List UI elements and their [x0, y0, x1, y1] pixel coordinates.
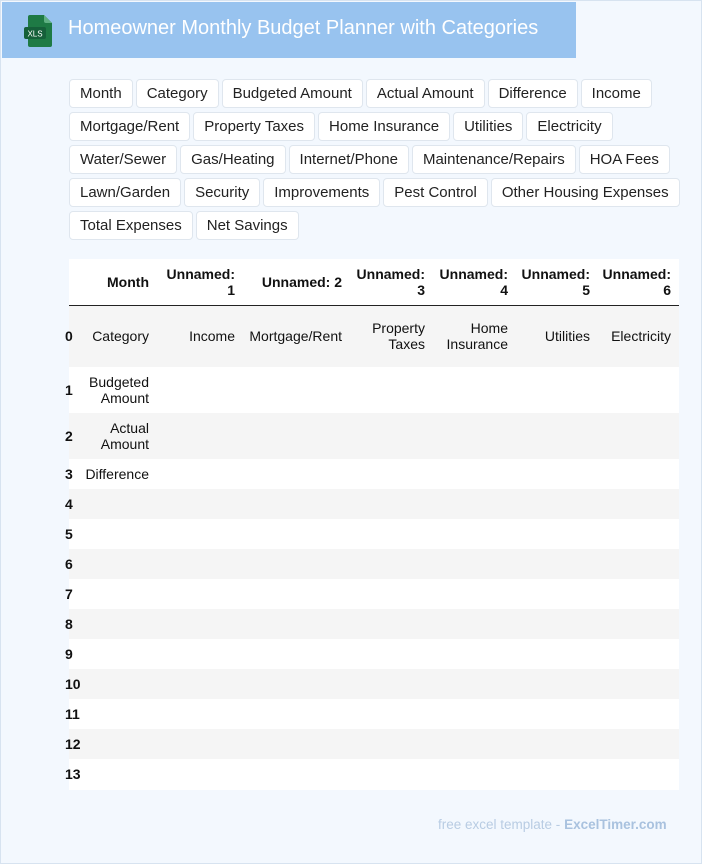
table-cell: [598, 639, 679, 669]
table-cell: [598, 609, 679, 639]
table-cell: [157, 579, 243, 609]
table-cell: [157, 729, 243, 759]
table-cell: [243, 367, 350, 413]
table-cell: [516, 489, 598, 519]
row-index-label: 11: [65, 706, 80, 722]
footer-prefix: free excel template -: [438, 817, 565, 832]
category-chip[interactable]: Budgeted Amount: [222, 79, 363, 108]
table-cell: [516, 729, 598, 759]
table-cell: [516, 579, 598, 609]
row-index-label: 13: [65, 766, 81, 782]
table-cell: [350, 413, 433, 459]
table-cell: [157, 669, 243, 699]
column-header: Unnamed: 6: [598, 259, 679, 305]
row-index-label: 9: [65, 646, 73, 662]
budget-table: [65, 259, 679, 789]
table-cell: Property Taxes: [350, 305, 433, 367]
table-cell: [157, 609, 243, 639]
table-row: [69, 489, 679, 519]
category-chip[interactable]: Pest Control: [383, 178, 488, 207]
table-cell: [433, 759, 516, 789]
table-cell: [598, 759, 679, 789]
table-cell: [243, 609, 350, 639]
table-cell: [433, 413, 516, 459]
table-cell: [75, 699, 157, 729]
category-chip[interactable]: Income: [581, 79, 652, 108]
table-row: [69, 413, 679, 459]
table-cell: [75, 489, 157, 519]
table-cell: [75, 759, 157, 789]
table-cell: [516, 669, 598, 699]
table-row: [69, 669, 679, 699]
table-cell: [350, 729, 433, 759]
table-cell: [157, 639, 243, 669]
table-cell: [433, 639, 516, 669]
category-chip[interactable]: Other Housing Expenses: [491, 178, 680, 207]
table-cell: [243, 639, 350, 669]
table-cell: [243, 459, 350, 489]
table-cell: [433, 489, 516, 519]
column-header: Unnamed: 4: [433, 259, 516, 305]
table-cell: [433, 459, 516, 489]
table-cell: [157, 459, 243, 489]
table-cell: Category: [75, 305, 157, 367]
table-cell: [157, 367, 243, 413]
column-header: Unnamed: 1: [157, 259, 243, 305]
table-cell: [75, 609, 157, 639]
table-cell: [433, 669, 516, 699]
column-header: Month: [75, 259, 157, 305]
table-cell: [350, 367, 433, 413]
category-chip[interactable]: Internet/Phone: [289, 145, 409, 174]
table-row: [69, 305, 679, 367]
category-chip[interactable]: Utilities: [453, 112, 523, 141]
table-cell: [598, 669, 679, 699]
category-chip[interactable]: Category: [136, 79, 219, 108]
table-cell: [350, 489, 433, 519]
footer-credit: [438, 817, 667, 832]
table-cell: [516, 639, 598, 669]
svg-text:XLS: XLS: [27, 29, 43, 39]
table-cell: [598, 519, 679, 549]
category-chip[interactable]: Lawn/Garden: [69, 178, 181, 207]
table-cell: [350, 669, 433, 699]
table-cell: [243, 489, 350, 519]
column-header: Unnamed: 5: [516, 259, 598, 305]
table-cell: [243, 579, 350, 609]
table-row: [69, 729, 679, 759]
row-index-label: 12: [65, 736, 81, 752]
row-index-label: 2: [65, 428, 73, 444]
table-cell: [598, 549, 679, 579]
table-cell: Budgeted Amount: [75, 367, 157, 413]
table-cell: [433, 367, 516, 413]
table-cell: [516, 699, 598, 729]
table-cell: [516, 609, 598, 639]
row-index-label: 8: [65, 616, 73, 632]
category-chip[interactable]: Maintenance/Repairs: [412, 145, 576, 174]
table-row: [69, 699, 679, 729]
table-cell: [598, 579, 679, 609]
table-cell: [350, 549, 433, 579]
table-cell: [516, 459, 598, 489]
table-cell: Mortgage/Rent: [243, 305, 350, 367]
table-cell: [598, 367, 679, 413]
table-cell: [516, 759, 598, 789]
table-cell: [516, 549, 598, 579]
category-chip[interactable]: HOA Fees: [579, 145, 670, 174]
table-cell: [433, 519, 516, 549]
table-cell: [243, 519, 350, 549]
column-header: Unnamed: 3: [350, 259, 433, 305]
table-cell: [433, 699, 516, 729]
category-chip[interactable]: Net Savings: [196, 211, 299, 240]
table-cell: [157, 759, 243, 789]
table-cell: Actual Amount: [75, 413, 157, 459]
category-chip[interactable]: Actual Amount: [366, 79, 485, 108]
table-cell: [350, 699, 433, 729]
table-cell: [243, 413, 350, 459]
table-cell: Home Insurance: [433, 305, 516, 367]
table-cell: Difference: [75, 459, 157, 489]
category-chip[interactable]: Electricity: [526, 112, 612, 141]
table-cell: [75, 639, 157, 669]
table-row: [69, 609, 679, 639]
category-chip[interactable]: Gas/Heating: [180, 145, 285, 174]
table-cell: [433, 579, 516, 609]
row-index-label: 0: [65, 328, 73, 345]
category-chip[interactable]: Month: [69, 79, 133, 108]
table-row: [69, 759, 679, 789]
excel-file-icon: [24, 15, 52, 47]
category-chip[interactable]: Home Insurance: [318, 112, 450, 141]
table-cell: [243, 699, 350, 729]
row-index-label: 5: [65, 526, 73, 542]
table-cell: [75, 579, 157, 609]
table-cell: [157, 489, 243, 519]
table-cell: [598, 489, 679, 519]
category-chip[interactable]: Mortgage/Rent: [69, 112, 190, 141]
category-chip[interactable]: Property Taxes: [193, 112, 315, 141]
table-cell: [243, 759, 350, 789]
table-row: [69, 549, 679, 579]
row-index-label: 1: [65, 382, 73, 398]
table-cell: [350, 759, 433, 789]
table-cell: [433, 729, 516, 759]
table-cell: [75, 519, 157, 549]
table-cell: [243, 729, 350, 759]
table-cell: Utilities: [516, 305, 598, 367]
row-index-label: 7: [65, 586, 73, 602]
table-cell: [75, 729, 157, 759]
title-bar: [2, 2, 576, 58]
table-row: [69, 459, 679, 489]
table-cell: [157, 519, 243, 549]
table-cell: [75, 669, 157, 699]
table-row: [69, 579, 679, 609]
category-chip[interactable]: Security: [184, 178, 260, 207]
table-cell: [157, 699, 243, 729]
table-cell: [350, 459, 433, 489]
column-header: Unnamed: 2: [243, 259, 350, 305]
table-cell: [598, 729, 679, 759]
category-chip[interactable]: Improvements: [263, 178, 380, 207]
table-cell: [243, 669, 350, 699]
table-cell: [350, 519, 433, 549]
table-cell: [157, 549, 243, 579]
table-cell: [350, 639, 433, 669]
table-cell: [516, 413, 598, 459]
table-row: [69, 367, 679, 413]
table-cell: Income: [157, 305, 243, 367]
table-body: [65, 305, 679, 789]
table-cell: Electricity: [598, 305, 679, 367]
table-cell: [350, 609, 433, 639]
category-chip-list: [69, 79, 681, 240]
table-header-row: [69, 259, 679, 305]
category-chip[interactable]: Total Expenses: [69, 211, 193, 240]
table-cell: [598, 413, 679, 459]
table-cell: [516, 519, 598, 549]
category-chip[interactable]: Water/Sewer: [69, 145, 177, 174]
table-row: [69, 519, 679, 549]
table-cell: [350, 579, 433, 609]
table-cell: [516, 367, 598, 413]
row-index-label: 4: [65, 496, 73, 512]
row-index-label: 6: [65, 556, 73, 572]
page-title: Homeowner Monthly Budget Planner with Categories: [68, 17, 539, 39]
table-cell: [598, 699, 679, 729]
table-cell: [75, 549, 157, 579]
spreadsheet-preview: [65, 259, 679, 790]
table-cell: [243, 549, 350, 579]
table-row: [69, 639, 679, 669]
table-cell: [598, 459, 679, 489]
table-cell: [433, 549, 516, 579]
category-chip[interactable]: Difference: [488, 79, 578, 108]
row-index-label: 3: [65, 466, 73, 482]
table-cell: [433, 609, 516, 639]
table-cell: [157, 413, 243, 459]
row-index-label: 10: [65, 676, 81, 692]
footer-brand-link[interactable]: ExcelTimer.com: [564, 817, 667, 832]
